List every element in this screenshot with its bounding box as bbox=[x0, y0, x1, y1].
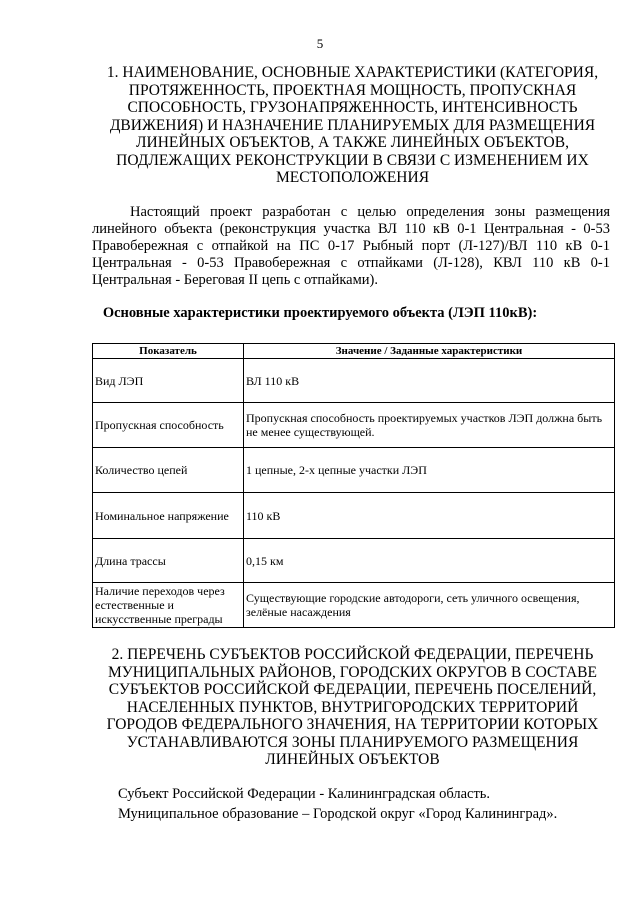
row-value: ВЛ 110 кВ bbox=[244, 359, 615, 403]
row-label: Количество цепей bbox=[93, 448, 244, 493]
row-label: Наличие переходов через естественные и искусственные преграды bbox=[93, 583, 244, 628]
row-value: 0,15 км bbox=[244, 539, 615, 583]
row-value: 1 цепные, 2-х цепные участки ЛЭП bbox=[244, 448, 615, 493]
row-label: Длина трассы bbox=[93, 539, 244, 583]
table-row bbox=[93, 583, 615, 628]
table-row bbox=[93, 539, 615, 583]
header-indicator: Показатель bbox=[93, 344, 244, 359]
row-value: 110 кВ bbox=[244, 493, 615, 539]
page-number: 5 bbox=[316, 36, 324, 51]
intro-paragraph: Настоящий проект разработан с целью определения зоны размещения линейного объекта (реконструкция участка ВЛ 110 кВ 0-1 Центральная - 0-53 Правобережная с отпайкой на ПС 0-17 Рыбный порт (Л-127)/ВЛ 110 кВ 0-1 Центральная - 0-53 Правобережная с отпайками (Л-128), КВЛ 110 кВ 0-1 Центральная - Береговая II цепь с отпайками). bbox=[92, 204, 610, 288]
table-row bbox=[93, 448, 615, 493]
header-value: Значение / Заданные характеристики bbox=[244, 344, 615, 359]
table-header-row bbox=[93, 344, 615, 359]
municipality-line: Муниципальное образование – Городской округ «Город Калининград». bbox=[118, 806, 558, 822]
table-row bbox=[93, 403, 615, 448]
section-1-heading: 1. НАИМЕНОВАНИЕ, ОСНОВНЫЕ ХАРАКТЕРИСТИКИ (КАТЕГОРИЯ, ПРОТЯЖЕННОСТЬ, ПРОЕКТНАЯ МОЩНОСТЬ, ПРОПУСКНАЯ СПОСОБНОСТЬ, ГРУЗОНАПРЯЖЕННОСТЬ, ИНТЕНСИВНОСТЬ ДВИЖЕНИЯ) И НАЗНАЧЕНИЕ ПЛАНИРУЕМЫХ ДЛЯ РАЗМЕЩЕНИЯ ЛИНЕЙНЫХ ОБЪЕКТОВ, А ТАКЖЕ ЛИНЕЙНЫХ ОБЪЕКТОВ, ПОДЛЕЖАЩИХ РЕКОНСТРУКЦИИ В СВЯЗИ С ИЗМЕНЕНИЕМ ИХ МЕСТОПОЛОЖЕНИЯ bbox=[106, 64, 599, 186]
row-label: Пропускная способность bbox=[93, 403, 244, 448]
row-label: Вид ЛЭП bbox=[93, 359, 244, 403]
territory-info bbox=[118, 784, 618, 824]
row-value: Существующие городские автодороги, сеть уличного освещения, зелёные насаждения bbox=[244, 583, 615, 628]
subject-line: Субъект Российской Федерации - Калининградская область. bbox=[118, 786, 491, 802]
row-value: Пропускная способность проектируемых участков ЛЭП должна быть не менее существующей. bbox=[244, 403, 615, 448]
table-title: Основные характеристики проектируемого объекта (ЛЭП 110кВ): bbox=[102, 305, 538, 321]
table-row bbox=[93, 359, 615, 403]
section-2-heading: 2. ПЕРЕЧЕНЬ СУБЪЕКТОВ РОССИЙСКОЙ ФЕДЕРАЦИИ, ПЕРЕЧЕНЬ МУНИЦИПАЛЬНЫХ РАЙОНОВ, ГОРОДСКИХ ОКРУГОВ В СОСТАВЕ СУБЪЕКТОВ РОССИЙСКОЙ ФЕДЕРАЦИИ, ПЕРЕЧЕНЬ ПОСЕЛЕНИЙ, НАСЕЛЕННЫХ ПУНКТОВ, ВНУТРИГОРОДСКИХ ТЕРРИТОРИЙ ГОРОДОВ ФЕДЕРАЛЬНОГО ЗНАЧЕНИЯ, НА ТЕРРИТОРИИ КОТОРЫХ УСТАНАВЛИВАЮТСЯ ЗОНЫ ПЛАНИРУЕМОГО РАЗМЕЩЕНИЯ ЛИНЕЙНЫХ ОБЪЕКТОВ bbox=[106, 646, 599, 768]
characteristics-table bbox=[92, 343, 615, 628]
row-label: Номинальное напряжение bbox=[93, 493, 244, 539]
table-row bbox=[93, 493, 615, 539]
